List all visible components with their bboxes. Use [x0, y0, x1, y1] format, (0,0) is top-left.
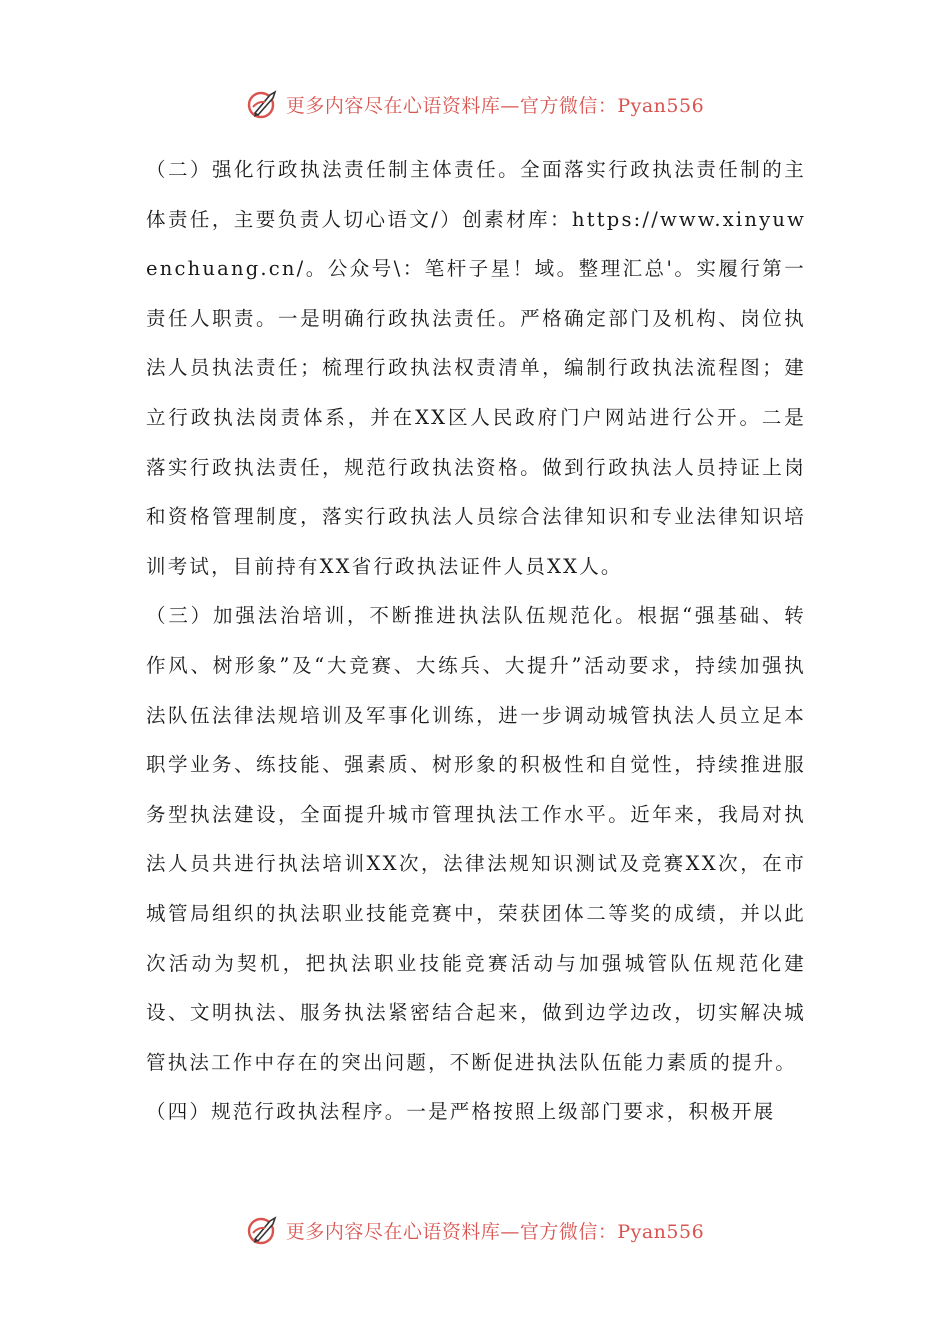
paragraph-section-4: （四）规范行政执法程序。一是严格按照上级部门要求，积极开展: [146, 1100, 776, 1124]
header-watermark: [0, 84, 950, 124]
document-body: [146, 145, 806, 1137]
pen-logo-icon: [246, 1213, 280, 1247]
watermark-text: 更多内容尽在心语资料库—官方微信：Pyan556: [285, 94, 705, 117]
footer-watermark: [0, 1210, 950, 1250]
pen-logo-icon: [246, 87, 280, 121]
paragraph-section-3: （三）加强法治培训，不断推进执法队伍规范化。根据“强基础、转作风、树形象”及“大竞赛、大练兵、大提升”活动要求，持续加强执法队伍法律法规培训及军事化训练，进一步调动城管执法人员立足本职学业务、练技能、强素质、树形象的积极性和自觉性，持续推进服务型执法建设，全面提升城市管理执法工作水平。近年来，我局对执法人员共进行执法培训XX次，法律法规知识测试及竞赛XX次，在市城管局组织的执法职业技能竞赛中，荣获团体二等奖的成绩，并以此次活动为契机，把执法职业技能竞赛活动与加强城管队伍规范化建设、文明执法、服务执法紧密结合起来，做到边学边改，切实解决城管执法工作中存在的突出问题，不断促进执法队伍能力素质的提升。: [146, 604, 806, 1074]
watermark-text: 更多内容尽在心语资料库—官方微信：Pyan556: [285, 1220, 705, 1243]
paragraph-section-2: （二）强化行政执法责任制主体责任。全面落实行政执法责任制的主体责任，主要负责人切心语文/）创素材库：https://www.xinyuwenchuang.cn/。公众号\：笔杆子星！域。整理汇总'。实履行第一责任人职责。一是明确行政执法责任。严格确定部门及机构、岗位执法人员执法责任；梳理行政执法权责清单，编制行政执法流程图；建立行政执法岗责体系，并在XX区人民政府门户网站进行公开。二是落实行政执法责任，规范行政执法资格。做到行政执法人员持证上岗和资格管理制度，落实行政执法人员综合法律知识和专业法律知识培训考试，目前持有XX省行政执法证件人员XX人。: [146, 158, 806, 578]
